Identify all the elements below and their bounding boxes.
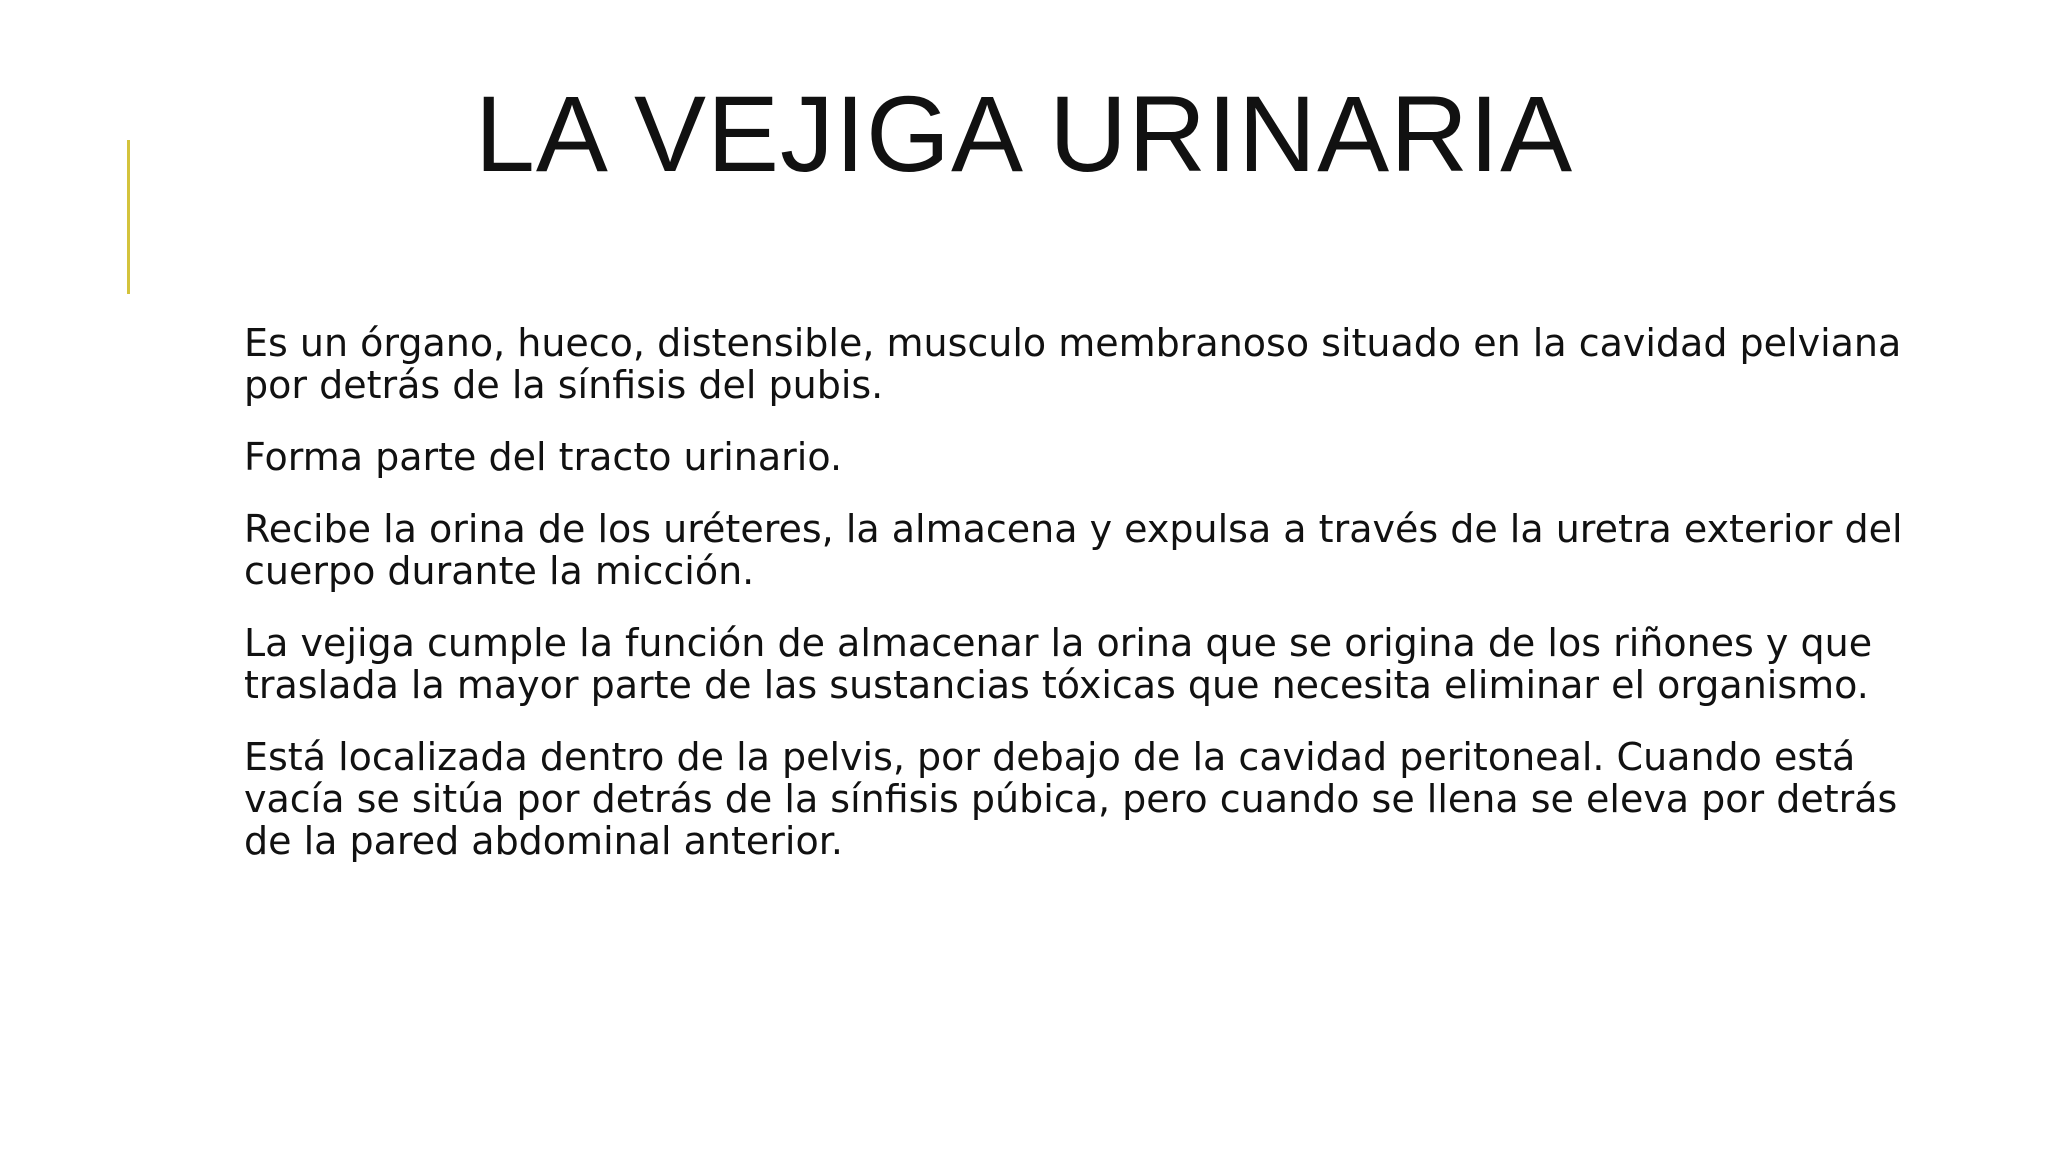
paragraph-function-receive: Recibe la orina de los uréteres, la almacena y expulsa a través de la uretra exterior del cuerpo durante la micción. bbox=[244, 507, 1903, 593]
slide-title: LA VEJIGA URINARIA bbox=[474, 73, 1574, 194]
paragraph-definition: Es un órgano, hueco, distensible, musculo membranoso situado en la cavidad pelviana por detrás de la sínfisis del pubis. bbox=[244, 321, 1902, 407]
paragraph-urinary-tract: Forma parte del tracto urinario. bbox=[244, 435, 843, 479]
paragraph-function-store: La vejiga cumple la función de almacenar la orina que se origina de los riñones y que traslada la mayor parte de las sustancias tóxicas que necesita eliminar el organismo. bbox=[244, 621, 1873, 707]
paragraph-location: Está localizada dentro de la pelvis, por debajo de la cavidad peritoneal. Cuando está vacía se sitúa por detrás de la sínfisis púbica, pero cuando se llena se eleva por detrás de la pared abdominal anterior. bbox=[244, 735, 1898, 863]
slide-body bbox=[244, 322, 1904, 892]
